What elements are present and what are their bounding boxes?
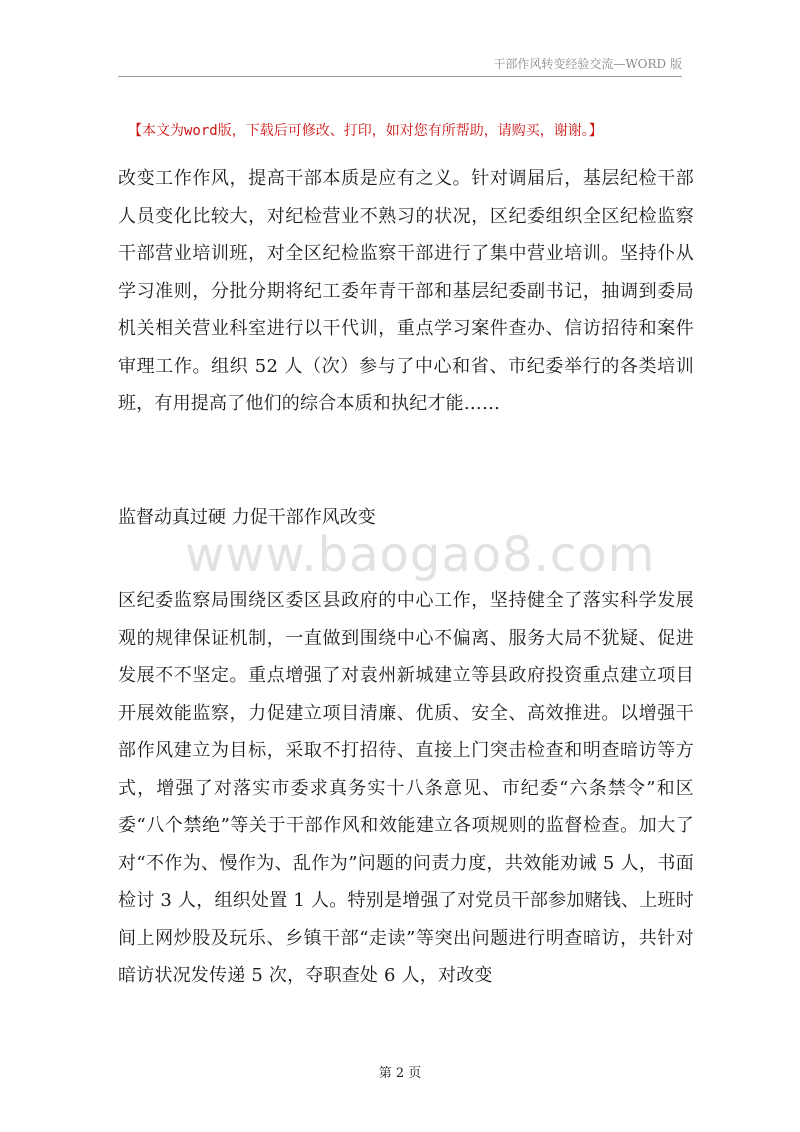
- download-notice: 【本文为word版，下载后可修改、打印，如对您有所帮助，请购买，谢谢。】: [128, 123, 603, 139]
- page-header-title: 干部作风转变经验交流—WORD 版: [493, 57, 682, 71]
- body-paragraph-supervision: 区纪委监察局围绕区委区县政府的中心工作，坚持健全了落实科学发展观的规律保证机制，一直做到围绕中心不偏离、服务大局不犹疑、促进发展不不坚定。重点增强了对袁州新城建立等县政府投资重点建立项目开展效能监察，力促建立项目清廉、优质、安全、高效推进。以增强干部作风建立为目标，采取不打招待、直接上门突击检查和明查暗访等方式，增强了对落实市委求真务实十八条意见、市纪委“六条禁令”和区委“八个禁绝”等关于干部作风和效能建立各项规则的监督检查。加大了对“不作为、慢作为、乱作为”问题的问责力度，共效能劝诫 5 人，书面检讨 3 人，组织处置 1 人。特别是增强了对党员干部参加赌钱、上班时间上网炒股及玩乐、乡镇干部“走读”等突出问题进行明查暗访，共针对暗访状况发传递 5 次，夺职查处 6 人，对改变: [118, 590, 694, 986]
- body-paragraph-training: 改变工作作风，提高干部本质是应有之义。针对调届后，基层纪检干部人员变化比较大，对纪检营业不熟习的状况，区纪委组织全区纪检监察干部营业培训班，对全区纪检监察干部进行了集中营业培训。坚持仆从学习准则，分批分期将纪工委年青干部和基层纪委副书记，抽调到委局机关相关营业科室进行以干代训，重点学习案件查办、信访招待和案件审理工作。组织 52 人（次）参与了中心和省、市纪委举行的各类培训班，有用提高了他们的综合本质和执纪才能……: [118, 168, 694, 414]
- page-number: 第 2 页: [378, 1066, 422, 1081]
- watermark-text: www.baogao8.com: [185, 527, 656, 583]
- header-divider: [118, 76, 682, 77]
- section-heading: 监督动真过硬 力促干部作风改变: [118, 507, 376, 528]
